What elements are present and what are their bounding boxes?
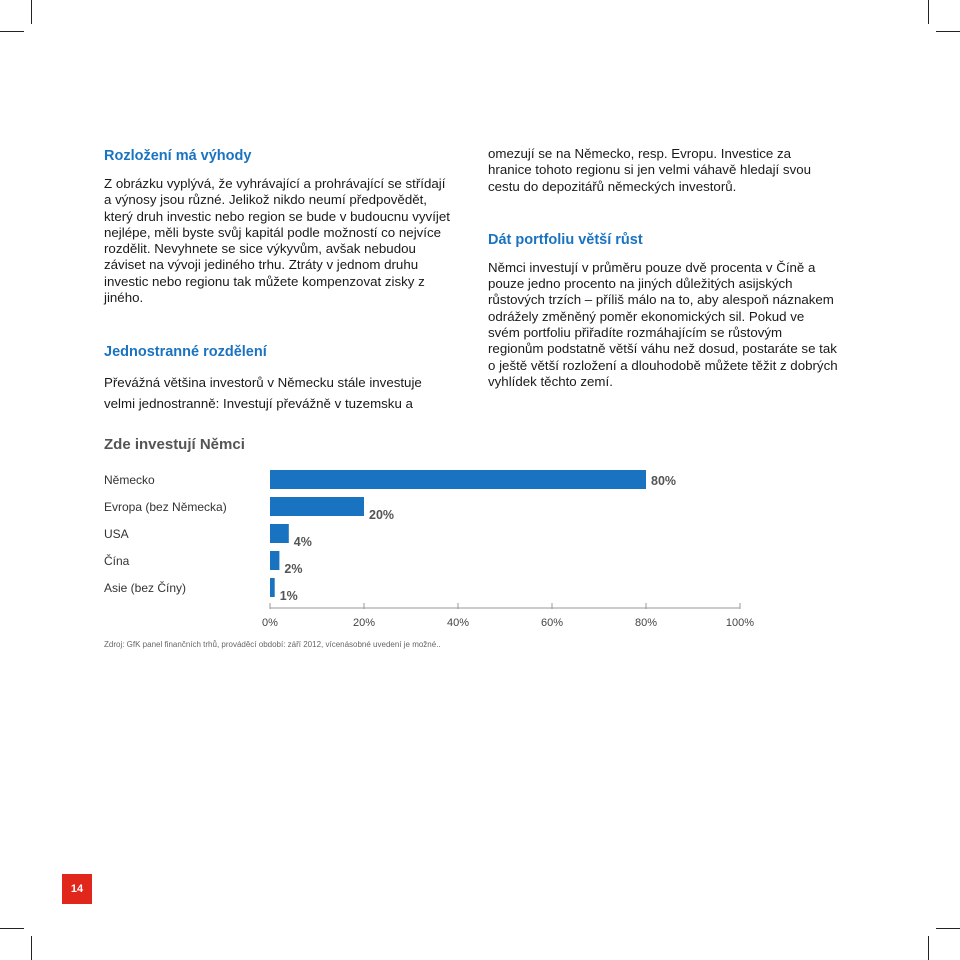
value-label: 1% [279,589,298,603]
bar [270,551,279,570]
bar [270,524,289,543]
value-label: 4% [293,535,312,549]
tick-label: 40% [446,617,470,629]
tick-label: 60% [540,617,564,629]
crop-mark [928,936,929,960]
tick-label: 20% [352,617,376,629]
value-label: 2% [284,562,303,576]
chart-title: Zde investují Němci [104,436,245,453]
heading-portfolio: Dát portfoliu větší růst [488,231,643,248]
category-label: Asie (bez Číny) [104,581,187,595]
category-label: Čína [104,554,130,568]
value-label: 80% [651,474,677,488]
page-number: 14 [62,874,92,904]
paragraph-portfolio: Němci investují v průměru pouze dvě procenta v Číně a pouze jedno procento na jiných důležitých asijských růstových trzích – příliš málo na to, aby alespoň náznakem odrážely změněný poměr ekonomických sil. Pokud ve svém portfoliu přiřadíte rozmáhajícím se růstovým regionům podstatně větší váhu než dosud, postaráte se tak o ještě větší rozložení a dlouhodobě můžete těžit z dobrých vyhlídek těchto zemí. [488,259,838,389]
bar [270,578,275,597]
crop-mark [31,936,32,960]
crop-mark [936,928,960,929]
tick-label: 0% [262,617,278,629]
bar [270,470,646,489]
heading-rozlozeni: Rozložení má výhody [104,148,252,164]
paragraph-rozlozeni: Z obrázku vyplývá, že vyhrávající a prohrávající se střídají a výnosy jsou různé. Jelikož nikdo neumí předpovědět, který druh investic nebo region se bude v budoucnu vyvíjet nejlépe, měli byste svůj kapitál podle možností co nejvíce rozdělit. Nevyhnete se sice výkyvům, avšak nebudou záviset na vývoji jediného trhu. Ztráty v jednom druhu investic nebo regionu tak můžete kompenzovat zisky z jiného. [104,176,450,306]
paragraph-continuation: omezují se na Německo, resp. Evropu. Investice za hranice tohoto regionu si jen velmi váhavě hledají svou cestu do depozitářů německých investorů. [488,146,812,194]
tick-label: 80% [634,617,658,629]
category-label: USA [104,527,129,541]
category-label: Německo [104,473,155,487]
paragraph-jednostranne: Převážná většina investorů v Německu stále investuje velmi jednostranně: Investují převážně v tuzemsku a [104,375,422,412]
crop-mark [0,928,24,929]
category-label: Evropa (bez Německa) [104,500,227,514]
heading-jednostranne: Jednostranné rozdělení [104,344,267,361]
source-note: Zdroj: GfK panel finančních trhů, prováděcí období: září 2012, vícenásobné uvedení je možné.. [104,640,441,649]
bar [270,497,364,516]
value-label: 20% [369,508,395,522]
tick-label: 100% [725,617,755,629]
